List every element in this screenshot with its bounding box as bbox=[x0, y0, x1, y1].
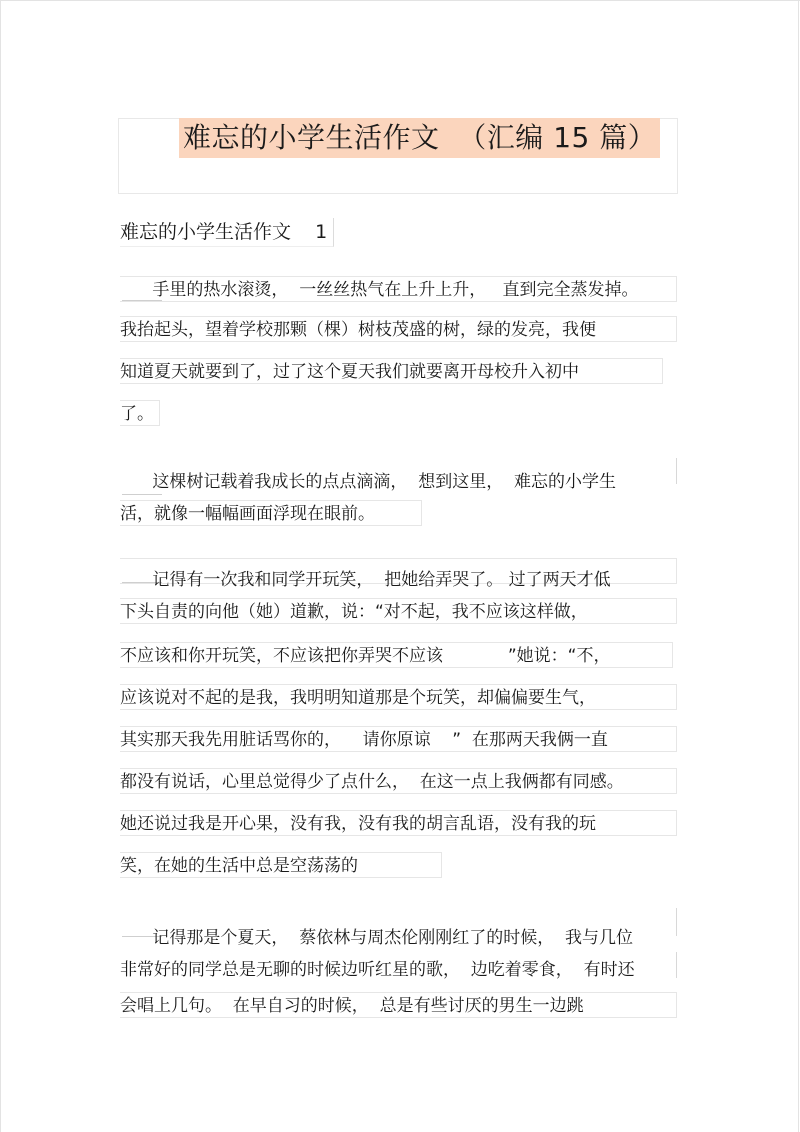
body-line: 知道夏天就要到了，过了这个夏天我们就要离开母校升入初中 bbox=[120, 362, 579, 382]
body-line: 这棵树记载着我成长的点点滴滴， 想到这里， 难忘的小学生 bbox=[120, 472, 617, 492]
body-line: 会唱上几句。 在早自习的时候， 总是有些讨厌的男生一边跳 bbox=[120, 996, 584, 1016]
body-line: 应该说对不起的是我，我明明知道那是个玩笑，却偏偏要生气， bbox=[120, 688, 596, 708]
page-frame-top bbox=[0, 0, 800, 1]
body-line: 不应该和你开玩笑，不应该把你弄哭不应该 ”她说：“不， bbox=[120, 646, 611, 666]
indent-rule bbox=[122, 494, 162, 495]
body-line: 了。 bbox=[120, 404, 154, 424]
body-line: 记得有一次我和同学开玩笑， 把她给弄哭了。 过了两天才低 bbox=[120, 570, 611, 590]
page-frame-right bbox=[798, 0, 799, 1132]
body-line: 其实那天我先用脏话骂你的， 请你原谅 ” 在那两天我俩一直 bbox=[120, 730, 608, 750]
margin-tick bbox=[676, 458, 677, 484]
section-heading: 难忘的小学生活作文 1 bbox=[120, 218, 334, 247]
body-line: 记得那是个夏天， 蔡依林与周杰伦刚刚红了的时候， 我与几位 bbox=[120, 928, 634, 948]
body-line: 我抬起头，望着学校那颗（棵）树枝茂盛的树，绿的发亮，我便 bbox=[120, 320, 596, 340]
body-line: 都没有说话，心里总觉得少了点什么， 在这一点上我俩都有同感。 bbox=[120, 772, 624, 792]
page-frame-left bbox=[0, 0, 1, 1132]
body-line: 她还说过我是开心果，没有我，没有我的胡言乱语，没有我的玩 bbox=[120, 814, 596, 834]
document-title: 难忘的小学生活作文 （汇编 15 篇） bbox=[179, 118, 660, 158]
margin-tick bbox=[676, 952, 677, 978]
body-line: 活，就像一幅幅画面浮现在眼前。 bbox=[120, 504, 375, 524]
body-line: 手里的热水滚烫， 一丝丝热气在上升上升， 直到完全蒸发掉。 bbox=[120, 280, 639, 300]
body-line: 笑，在她的生活中总是空荡荡的 bbox=[120, 856, 358, 876]
margin-tick bbox=[676, 908, 677, 936]
body-line: 下头自责的向他（她）道歉，说：“对不起，我不应该这样做， bbox=[120, 602, 588, 622]
body-line: 非常好的同学总是无聊的时候边听红星的歌， 边吃着零食， 有时还 bbox=[120, 960, 635, 980]
